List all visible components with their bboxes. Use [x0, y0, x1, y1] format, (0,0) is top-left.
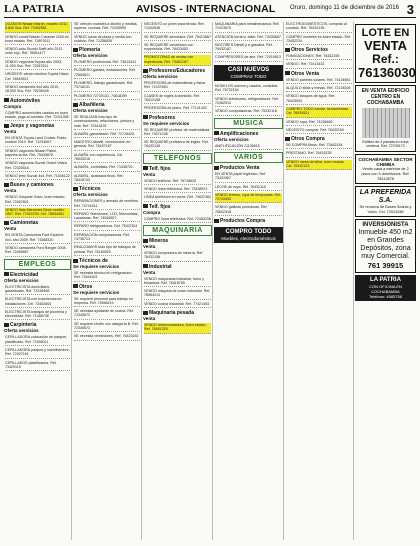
category-heading: Otros Se requiere servicios — [73, 283, 120, 295]
classified-ad: URGENTE vendo minibús Toyota Hiace. Cel. 76843521 — [5, 72, 70, 83]
patria-ad-subtitle: CON OFICINA EN COCHABAMBA — [369, 284, 402, 295]
classified-ad: SE ofrecen muebles a diseño y medida, roperos, cocinas. Ref. 72435599 — [74, 22, 140, 33]
classified-ad: SE requiere personal para trabajo en empresa. Ref. 74566419 — [74, 297, 140, 308]
display-ad-compro-todo — [214, 227, 283, 243]
bullet-icon — [73, 103, 78, 107]
classified-ad: VENDO vagoneta Nissan Patrol, papeles al día. Ref. 75439876 — [5, 149, 70, 160]
column-6-display-ads — [355, 22, 416, 540]
classified-ad: VENDO retroexcavadora, buen estado. Ref. 76451325 — [144, 323, 211, 334]
edificio-text: Edificio de 4 plantas en zona céntrica. Ref. 72709173 — [362, 140, 409, 149]
classified-ad: SE REQUIERE vendedora con experiencia. Ref. 76423452 — [144, 43, 211, 54]
bullet-icon — [143, 311, 148, 315]
category-heading: Otros Servicios — [285, 47, 353, 53]
classified-ad: VENDO teléfono. Ref. 76718625 — [144, 179, 211, 185]
category-heading: Albañilería Oferta servicios — [73, 101, 108, 113]
classified-ad: COMPRO TODO celular, herramientas. Cel. 76534521 — [286, 107, 352, 118]
classified-ad: COMPRO automóviles usados en buen estado, pago al contado. Ref. 72411356 — [5, 111, 70, 122]
classified-ad: MOTORES Diésel y a gasolina. Ref. 76432187 — [215, 43, 282, 54]
classified-ad: VENDO máquina de coser industrial. Ref. 76584214 — [144, 289, 211, 300]
section-banner-empleos: EMPLEOS — [4, 259, 71, 270]
inversionista-title: INVERSIONISTA — [362, 222, 409, 229]
classified-ad: ATENCIÓN tornero, taller. Ref. 73435687 — [215, 35, 282, 41]
preferida-title: LA PREFERIDA S.A. — [359, 189, 412, 205]
classified-ad: LÍNEA telefónica en venta. Ref. 74637482 — [144, 195, 211, 201]
classified-ad: VENDO terreno, ropa de temporada. Ref. 72743453 — [215, 193, 282, 204]
column-5 — [285, 22, 354, 540]
bullet-icon — [143, 264, 148, 268]
classified-ad: FUMIGACIONES. Ref. 76432155 — [286, 54, 352, 60]
classified-ad: SE necesita vendedores. Ref. 76423152 — [74, 334, 140, 340]
masthead — [4, 3, 416, 18]
bullet-icon — [143, 204, 148, 208]
classified-ad: SE COMPRA libros. Ref. 73462154 — [286, 143, 352, 149]
lote-ref-number: 76136030 — [358, 65, 416, 80]
bullet-icon — [4, 183, 9, 187]
cochabamba-text: Vendo casa a estrenar de 2 pisos con 3 dormitorios. Ref. 76413678 — [361, 167, 410, 181]
classified-ad: ELECTRICISTA con experiencia en instalaciones. Cel. 73463663 — [5, 297, 70, 308]
category-heading: Buses y camiones Venta — [4, 182, 54, 194]
classified-ad: VENDO línea telefónica. Ref. 75438971 — [144, 187, 211, 193]
category-heading: Profesores/Educadores Oferta servicios — [143, 68, 206, 80]
classified-ad: VENDO paneles solares. Ref. 74134651 — [286, 78, 352, 84]
category-heading: Amplificaciones Oferta servicios — [214, 130, 259, 142]
classified-ad: CLASES de inglés a domicilio. Ref. 76412198 — [144, 94, 211, 105]
classified-ad: PLOMERO gasista, instalaciones. Ref. 72554621 — [74, 68, 140, 79]
bullet-icon — [214, 131, 219, 135]
classified-ad: SE necesita técnico en refrigeración. Ref. 73441621 — [74, 271, 140, 282]
classified-ad: ALBAÑIL, contratista. Ref. 71436721 — [74, 165, 140, 171]
preferida-text: Se renueva de Buses Scania y Volvo. Cel. 72514338 — [359, 205, 412, 214]
classified-ad: SE requiere chofer con categoría B. Ref. 72346673 — [74, 322, 140, 333]
classified-ad: PLOMERO 72719131, 74818399 — [74, 94, 140, 100]
edificio-title: EN VENTA EDIFICIO CENTRO EN COCHABAMBA — [361, 88, 410, 106]
classified-ad: SE necesita ayudante de cocina. Ref. 71345872 — [74, 309, 140, 320]
category-heading: Mineros Venta — [143, 237, 169, 249]
classified-ad: CEPILLADORA colocación de parquet, plastificado. Ref. 72436011 — [5, 335, 70, 346]
classified-ad: VENDO cama de plaza y media con colchón. Ref. 71256839 — [74, 35, 140, 46]
classified-ad: ALQUILO sillas y mesas. Ref. 72134526 — [286, 86, 352, 92]
classified-ad: VENDO Volquete Volvo, buen estado. Ref. 72467801 — [5, 195, 70, 206]
bullet-icon — [4, 98, 9, 102]
category-heading: Telf. fijos Compra — [143, 203, 171, 215]
classified-ad: VENDO combi Nissan Caravan 2000 en buen estado. Ref. 71897611 — [5, 35, 70, 46]
classified-ad: PRESTAMO. Ref. 76415235 — [286, 151, 352, 157]
category-heading: Automóviles Compra — [4, 97, 41, 109]
classified-ad: SE REQUIERE secretaria. Ref. 75413867 — [144, 35, 211, 41]
bullet-icon — [214, 219, 219, 223]
lote-line-2: VENTA — [363, 38, 408, 53]
bullet-icon — [73, 48, 78, 52]
bullet-icon — [73, 187, 78, 191]
bullet-icon — [73, 259, 78, 263]
bullet-icon — [4, 124, 9, 128]
inversionista-text: Inmueble 450 m2 en Grandes Depósitos, zona muy Comercial. — [358, 229, 413, 261]
classified-ad: VENDO cocina industrial. Ref. 77421453 — [144, 302, 211, 308]
classified-ad: CEPILLADOS plastificados. Ref. 73429115 — [5, 361, 70, 372]
classified-ad: VENDO. Ref. 71413432 — [286, 62, 352, 68]
classified-ad: COMPRO muebles en buen estado. Ref. 73452234 — [286, 35, 352, 46]
classified-ad: PLOMERO profesional. Ref. 73613441 — [74, 60, 140, 66]
bullet-icon — [73, 284, 78, 288]
category-heading: Productos Venta — [214, 165, 283, 171]
classified-ad: REPARO Televisores, LCD, Microondas, Lavadoras. Ref. 74546557 — [74, 212, 140, 223]
bullet-icon — [285, 48, 290, 52]
classified-ad: PROFESORA de piano. Ref. 77141432 — [144, 106, 211, 112]
category-heading: Otros Venta — [285, 71, 353, 77]
display-ad-la-patria-cochabamba — [355, 275, 416, 301]
category-heading: Maquinaria pesada Venta — [143, 310, 195, 322]
bullet-icon — [143, 69, 148, 73]
category-heading: Camionetas Venta — [4, 220, 39, 232]
classified-ad: VENDO jeep Suzuki 4x4. Ref. 71845122 — [5, 174, 70, 180]
column-1 — [4, 22, 72, 540]
classified-ad: VENDO camioneta 4x4 año 2010, 18.500 Sus. Ref. 76236445 — [5, 85, 70, 96]
classified-ad: EN VENTA Camioneta Ford Explorer 4x4, año 2009. Ref. 71568320 — [5, 233, 70, 244]
display-ad-title: CASI NUEVOS — [227, 66, 270, 73]
classified-ad: ELECTRICISTA domiciliario, garantizado. Ref. 72236458 — [5, 285, 70, 296]
bullet-icon — [214, 166, 219, 170]
category-heading: Otros Compra — [285, 136, 353, 142]
cochabamba-title: COCHABAMBA SECTOR CHIMBA — [358, 156, 413, 167]
classified-ad: ALBAÑIL garantizado. Ref. 71718425 — [74, 132, 140, 138]
classified-ad: VENDO mesa de billar, buen estado. Cel. 76432123 — [286, 160, 352, 171]
building-image — [362, 108, 410, 138]
classified-ad: ELECTRICISTA trabajos de plomería y electricidad. Ref. 71458796 — [5, 310, 70, 321]
display-ad-casi-nuevos — [214, 65, 283, 81]
section-banner-musica: MÚSICA — [214, 118, 283, 129]
issue-date: Oruro, domingo 11 de diciembre de 2016 — [290, 5, 399, 11]
category-heading: Profesores Se requiere servicios — [143, 114, 190, 126]
inversionista-phone: 761 39915 — [367, 261, 404, 271]
classified-ad: EN VENTA Toyota Land Cruiser Prado, modelo 2010. Ref. 71234567 — [5, 136, 70, 147]
display-ad-subtitle: COMPRAS TODO — [230, 73, 267, 79]
display-ad-title: COMPRO TODO — [225, 229, 272, 236]
classified-ad: COMPRESORES de aire. Ref. 72419813 — [215, 55, 282, 61]
classified-ad: VENDO gallinas ponedoras. Ref. 76542318 — [215, 205, 282, 216]
section-banner-telefonos: TELÉFONOS — [143, 153, 212, 164]
category-heading: Electricidad Oferta servicios — [4, 271, 39, 283]
classified-ad: VENDO camioneta Ford Ranger 2008. Ref. 72459867 — [5, 246, 70, 257]
classified-ad: VENDO flota Mercedes Benz modelo 1997. Ref. 77443759. Cel. 76534451 — [5, 208, 70, 219]
category-heading: Productos Compra — [214, 218, 283, 224]
lote-line-3: Ref.: — [372, 52, 399, 66]
category-heading: Técnicos Oferta servicios — [73, 186, 108, 198]
bullet-icon — [285, 137, 290, 141]
display-ad-la-preferida — [355, 186, 416, 217]
section-banner-maquinaria: MAQUINARIA — [143, 225, 212, 236]
classified-ad: VENDO maquinaria industrial, torno y fresadora. Ref. 76418765 — [144, 277, 211, 288]
category-heading: Industrial Venta — [143, 263, 172, 275]
patria-ad-phone: Teléfono: 4583758 — [369, 294, 402, 300]
bullet-icon — [143, 239, 148, 243]
display-ad-inversionista — [355, 219, 416, 273]
column-3 — [143, 22, 213, 540]
classified-ad: EN VENTA papel higiénico. Ref. 73431567 — [215, 172, 282, 183]
classified-ad: AMPLIFICACIÓN 71136615 — [215, 144, 282, 150]
classified-ad: MAESTRO albañil, construcción en general. Ref. 76437187 — [74, 140, 140, 151]
classified-ad: VENDO computadoras. Ref. 75432116 — [215, 109, 282, 115]
classified-ad: NECESITO un joven para tienda. Ref. 71342548 — [144, 22, 211, 33]
classified-ad: ELECTRODOMÉSTICOS, compras al contado. Ref. 76432135 — [286, 22, 352, 33]
bullet-icon — [4, 323, 9, 327]
classified-ad: VENDO ropa. Ref. 74135465 — [286, 120, 352, 126]
classified-ad: PROMOTORAS de ventas con experiencia. Ref. 73462187 — [144, 55, 211, 66]
classified-ad: REPARACIONES y armado de muebles. Ref. 73741611 — [74, 199, 140, 210]
classified-ad: REALIZAMOS todo tipo de trabajos de pintura. Ref. 76183529 — [74, 245, 140, 256]
classified-ad: REPARACIÓN computadoras. Ref. 74736713 — [74, 233, 140, 244]
column-2 — [73, 22, 142, 540]
page-number: 3 — [406, 2, 414, 17]
column-4 — [214, 22, 284, 540]
bullet-icon — [4, 272, 9, 276]
classified-ad: PROFESORA de matemáticas y física. Ref. 71437653 — [144, 81, 211, 92]
classified-ad: VENDO tanques de agua. Ref. 76425534 — [286, 94, 352, 105]
classified-ad: MODELOS nuevos y usados, consultar. Ref. 76732154 — [215, 84, 282, 95]
display-ad-edificio — [355, 85, 416, 152]
classified-ad: ALBAÑIL, acabados finos. Ref. 76418743 — [74, 174, 140, 185]
classified-ad: PLOMERO, trabajo garantizado. Ref. 73718131 — [74, 81, 140, 92]
classified-ad: SE REALIZAN todo tipo de construcciones, refacciones, pintura y más. Ref. 72341876 — [74, 115, 140, 130]
classified-ad: VENDO televisores, refrigeradores. Ref. 72462514 — [215, 97, 282, 108]
bullet-icon — [143, 166, 148, 170]
section-banner-varios: VARIOS — [214, 152, 283, 163]
bullet-icon — [143, 115, 148, 119]
bullet-icon — [285, 71, 290, 75]
classified-ad: VENDO vagoneta Suzuki Grand Vitara. Ref. 72325518 — [5, 161, 70, 172]
classified-ad: VENDO auto Suzuki Swift año 2013 color rojo. Ref. 76561477 — [5, 47, 70, 58]
section-title: AVISOS - INTERNACIONAL — [136, 3, 276, 15]
classified-ad: MAQUINARIA para metalmecánica. Ref. 72413679 — [215, 22, 282, 33]
patria-ad-title: LA PATRIA — [370, 277, 401, 284]
classified-ad: SE REQUIERE profesor de matemáticas. Ref. 73471238 — [144, 128, 211, 139]
category-heading: Telf. fijos Venta — [143, 165, 171, 177]
classified-ad: NECESITO comprar. Ref. 76432154 — [286, 128, 352, 134]
category-heading: Plomería Oferta servicios — [73, 47, 108, 59]
classified-ad: SE REQUIERE profesora de inglés. Ref. 76432145 — [144, 140, 211, 151]
classified-ad: VENDO compresora de minería. Ref. 76432158 — [144, 251, 211, 262]
category-heading: Carpintería Oferta servicios — [4, 322, 39, 334]
classified-ad: REPARO refrigeradores. Ref. 75437611 — [74, 224, 140, 230]
classified-ad: COMPRO línea telefónica. Ref. 72483156 — [144, 217, 211, 223]
newspaper-logo: LA PATRIA — [4, 3, 65, 15]
category-heading: Jeeps y vagonetas Venta — [4, 123, 55, 135]
lote-line-1: LOTE EN — [361, 27, 410, 39]
display-ad-cochabamba — [355, 154, 416, 185]
classified-ad: OCASIÓN Nissan March, modelo 2011, 8.800 Sus. Ref. 73492551 — [5, 22, 70, 33]
classified-ad: CEPILLADORA parquet y machihembre. Ref. 72407161 — [5, 348, 70, 359]
bullet-icon — [4, 221, 9, 225]
classified-ad: ALBAÑIL con experiencia. Cel. 76543216 — [74, 153, 140, 164]
category-heading: Técnicos de Se requiere servicios — [73, 257, 120, 269]
display-ad-subtitle: Muebles, electrodomésticos — [221, 236, 276, 242]
display-ad-lote — [355, 24, 416, 83]
classified-ad: VENDO vagoneta Toyota año 2005, 11.000 Sus. Ref. 72347611 — [5, 60, 70, 71]
classified-ad: LECHE de soya. Ref. 76432115 — [215, 185, 282, 191]
